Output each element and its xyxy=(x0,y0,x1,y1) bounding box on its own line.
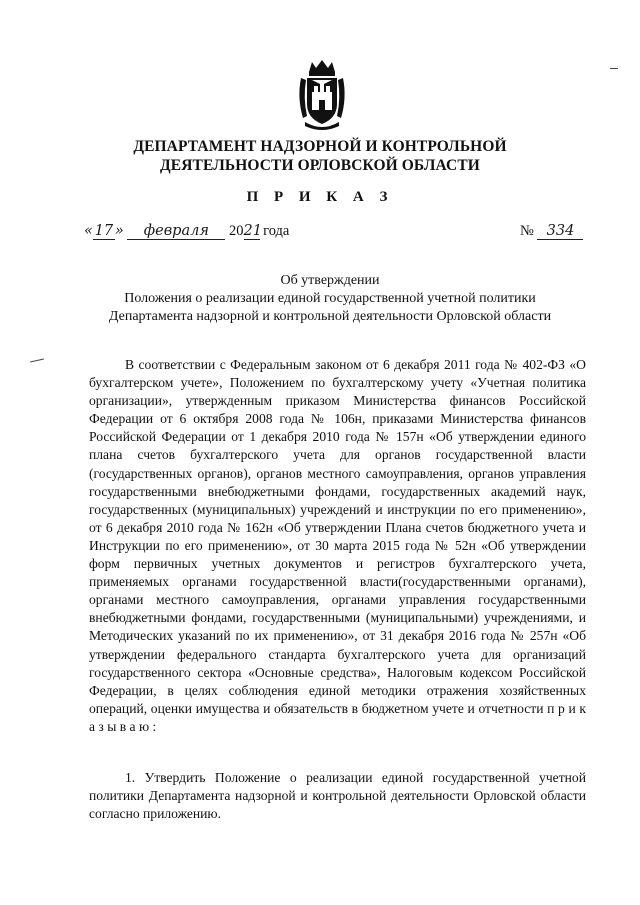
number-sign: № xyxy=(520,223,534,239)
order-word: п р и к а з ы в а ю : xyxy=(89,700,586,734)
order-date xyxy=(84,223,289,240)
preamble-paragraph xyxy=(89,356,586,736)
header-line-2: ДЕЯТЕЛЬНОСТИ ОРЛОВСКОЙ ОБЛАСТИ xyxy=(160,157,480,174)
date-year-word: года xyxy=(263,223,290,239)
subject-line-3: Департамента надзорной и контрольной деятельности Орловской области xyxy=(108,309,552,324)
date-month: февраля xyxy=(127,223,225,240)
date-year-prefix: 20 xyxy=(229,223,244,239)
item-1-text: 1. Утвердить Положение о реализации единой государственной учетной политики Департамента надзорной и контрольной деятельности Орловской области согласно приложению. xyxy=(89,770,586,822)
number-value: 334 xyxy=(537,223,583,240)
department-header xyxy=(0,137,640,175)
date-open-quote: « xyxy=(84,223,93,239)
order-title: П Р И К А З xyxy=(246,189,394,205)
date-day: 17 xyxy=(94,223,114,239)
corner-mark xyxy=(610,68,618,69)
subject-line-1: Об утверждении xyxy=(280,273,380,288)
date-close-quote: » xyxy=(114,223,124,239)
preamble-text: В соответствии с Федеральным законом от 6 декабря 2011 года № 402-ФЗ «О бухгалтерском учете», Положением по бухгалтерскому учету «Учетная политика организации», утвержденным приказом Министерства финансов Российской Федерации от 6 октября 2008 года № 106н, приказами Министерства финансов Российской Федерации от 1 декабря 2010 года № 157н «Об утверждении единого плана счетов бухгалтерского учета для органов государственной власти (государственных органов), органов местного самоуправления, органов управления государственными внебюджетными фондами, государственных академий наук, государственных (муниципальных) учреждений и инструкции по его применению», от 6 декабря 2010 года № 162н «Об утверждении Плана счетов бюджетного учета и Инструкции по его применению», от 30 марта 2015 года № 52н «Об утверждении форм первичных учетных документов и регистров бухгалтерского учета, применяемых органами государственной власти(государственными органами), органами местного самоуправления, органами управления государственными внебюджетными фондами, государственными (муниципальными) учреждениями, и Методических указаний по их применению», от 31 декабря 2016 года № 257н «Об утверждении федерального стандарта бухгалтерского учета для организаций государственного сектора «Основные средства», Налоговым кодексом Российской Федерации, в целях соблюдения единой методики отражения хозяйственных операций, оценки имущества и обязательств в бюджетном учете и отчетности xyxy=(89,357,586,716)
order-number xyxy=(520,223,583,240)
item-1-paragraph xyxy=(89,769,586,823)
margin-mark xyxy=(30,359,44,363)
date-year-suffix: 21 xyxy=(243,223,262,239)
order-subject xyxy=(60,272,600,326)
header-line-1: ДЕПАРТАМЕНТ НАДЗОРНОЙ И КОНТРОЛЬНОЙ xyxy=(133,138,507,155)
coat-of-arms-icon xyxy=(295,58,349,130)
subject-line-2: Положения о реализации единой государственной учетной политики xyxy=(124,291,536,306)
